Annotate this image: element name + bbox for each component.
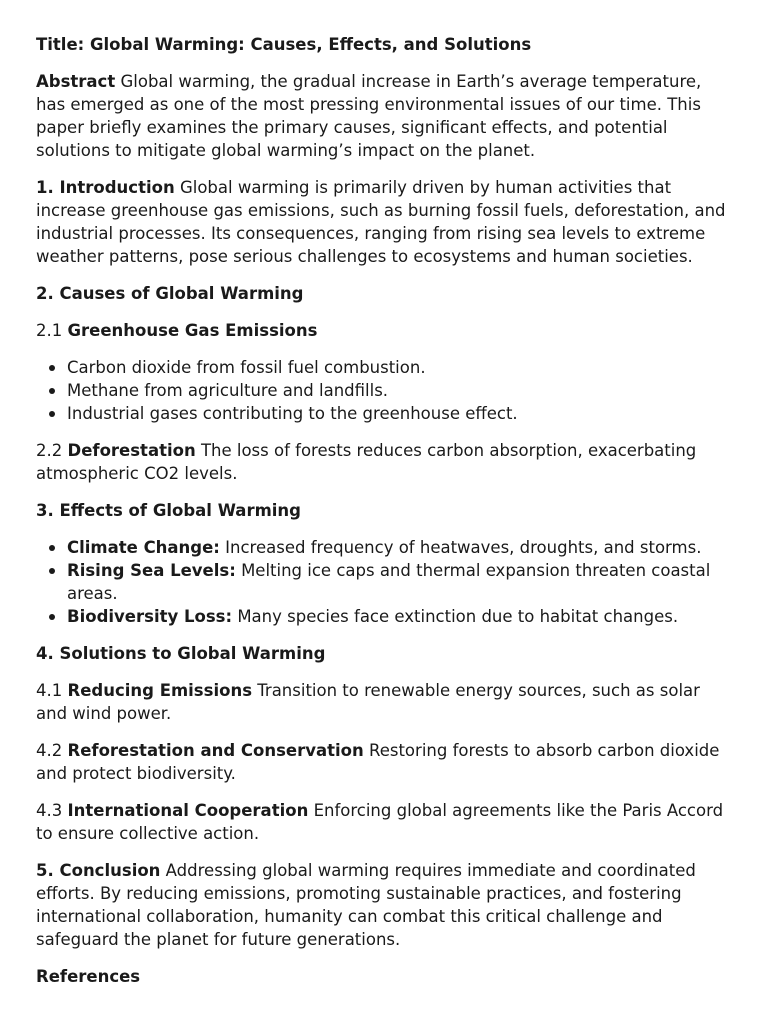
- conclusion-label: 5. Conclusion: [36, 861, 161, 880]
- list-item: Methane from agriculture and landfills.: [67, 379, 732, 402]
- abstract-text: Global warming, the gradual increase in Earth’s average temperature, has emerged as one of the most pressing environmental issues of our time. This paper briefly examines the primary causes, significant effects, and potential solutions to mitigate global warming’s impact on the planet.: [36, 72, 702, 160]
- introduction-text: Global warming is primarily driven by human activities that increase greenhouse gas emissions, such as burning fossil fuels, deforestation, and industrial processes. Its consequences, ranging from rising sea levels to extreme weather patterns, pose serious challenges to ecosystems and human societies.: [36, 178, 726, 266]
- effects-heading: 3. Effects of Global Warming: [36, 501, 301, 520]
- list-item: Industrial gases contributing to the greenhouse effect.: [67, 402, 732, 425]
- list-item: Biodiversity Loss: Many species face extinction due to habitat changes.: [67, 605, 732, 628]
- greenhouse-label: Greenhouse Gas Emissions: [67, 321, 318, 340]
- solution-paragraph: 4.3 International Cooperation Enforcing global agreements like the Paris Accord to ensure collective action.: [36, 801, 724, 843]
- deforestation-text: The loss of forests reduces carbon absorption, exacerbating atmospheric CO2 levels.: [36, 441, 697, 483]
- document-title: Title: Global Warming: Causes, Effects, and Solutions: [36, 35, 532, 54]
- abstract-paragraph: [36, 70, 732, 162]
- conclusion-paragraph: [36, 859, 732, 951]
- introduction-label: 1. Introduction: [36, 178, 175, 197]
- list-item: Climate Change: Increased frequency of heatwaves, droughts, and storms.: [67, 536, 732, 559]
- greenhouse-subheading: [36, 319, 732, 342]
- causes-heading: 2. Causes of Global Warming: [36, 284, 304, 303]
- solution-paragraph: 4.1 Reducing Emissions Transition to renewable energy sources, such as solar and wind power.: [36, 681, 700, 723]
- deforestation-label: Deforestation: [67, 441, 196, 460]
- conclusion-text: Addressing global warming requires immediate and coordinated efforts. By reducing emissions, promoting sustainable practices, and fostering international collaboration, humanity can combat this critical challenge and safeguard the planet for future generations.: [36, 861, 696, 949]
- solution-paragraph: 4.2 Reforestation and Conservation Restoring forests to absorb carbon dioxide and protect biodiversity.: [36, 741, 720, 783]
- solutions-heading: 4. Solutions to Global Warming: [36, 644, 326, 663]
- list-item: Rising Sea Levels: Melting ice caps and thermal expansion threaten coastal areas.: [67, 559, 732, 605]
- greenhouse-list: [36, 356, 732, 425]
- introduction-paragraph: [36, 176, 732, 268]
- greenhouse-number: 2.1: [36, 321, 68, 340]
- list-item: Carbon dioxide from fossil fuel combustion.: [67, 356, 732, 379]
- effects-list: [36, 536, 732, 628]
- references-heading: References: [36, 967, 141, 986]
- deforestation-paragraph: [36, 439, 732, 485]
- abstract-label: Abstract: [36, 72, 116, 91]
- deforestation-number: 2.2: [36, 441, 68, 460]
